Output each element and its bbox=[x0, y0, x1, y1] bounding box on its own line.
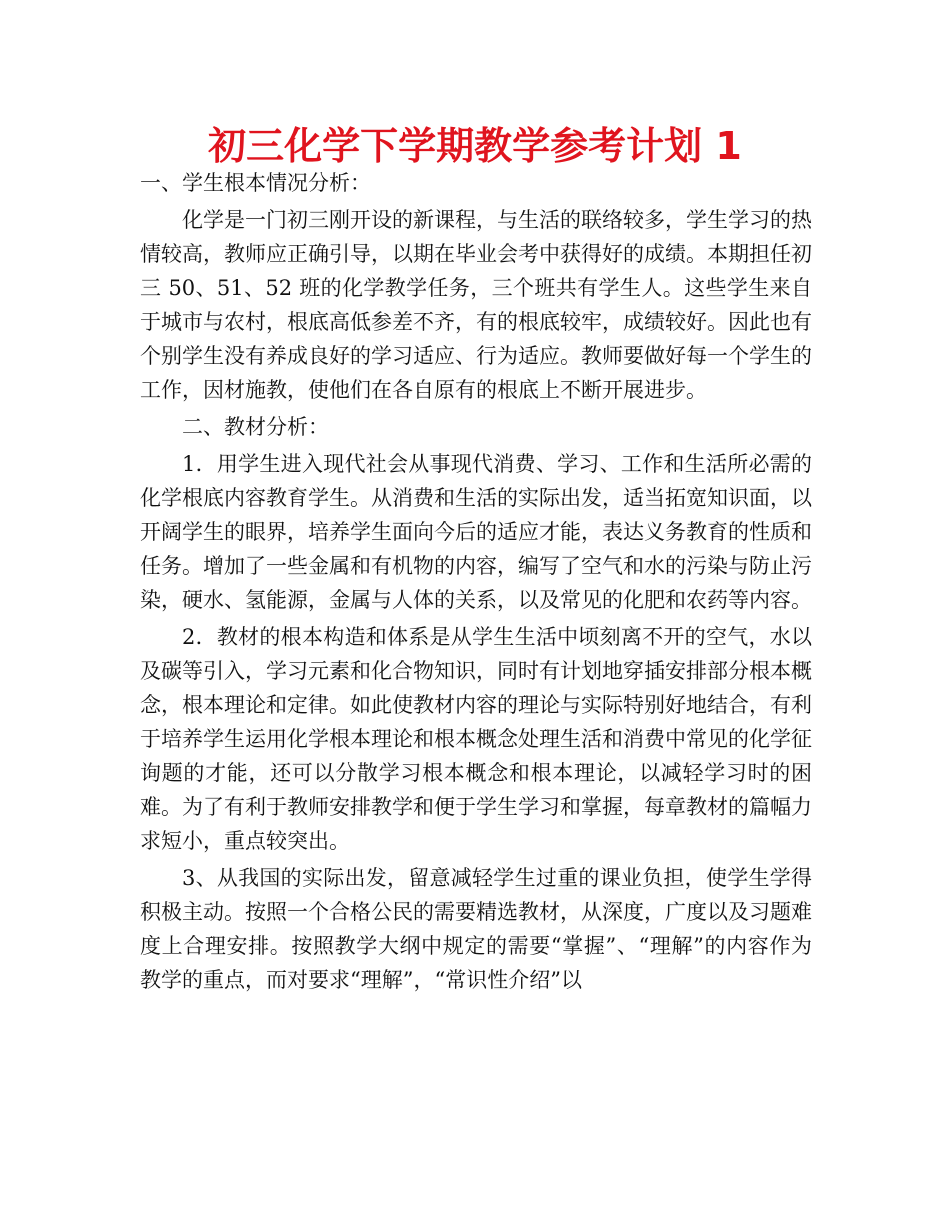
document-title: 初三化学下学期教学参考计划 1 bbox=[208, 124, 742, 168]
paragraph-textbook-point-3: 3、从我国的实际出发，留意减轻学生过重的课业负担，使学生学得积极主动。按照一个合格公民的需要精选教材，从深度，广度以及习题难度上合理安排。按照教学大纲中规定的需要“掌握”、“理解”的内容作为教学的重点，而对要求“理解”，“常识性介绍”以 bbox=[140, 866, 812, 992]
section-heading-textbook-analysis: 二、教材分析： bbox=[182, 415, 329, 439]
document-body bbox=[140, 166, 812, 997]
paragraph-student-analysis: 化学是一门初三刚开设的新课程，与生活的联络较多，学生学习的热情较高，教师应正确引导，以期在毕业会考中获得好的成绩。本期担任初三 50、51、52 班的化学教学任务，三个班共有学生人。这些学生来自于城市与农村，根底高低参差不齐，有的根底较牢，成绩较好。因此也有个别学生没有养成良好的学习适应、行为适应。教师要做好每一个学生的工作，因材施教，使他们在各自原有的根底上不断开展进步。 bbox=[140, 208, 812, 402]
paragraph-textbook-point-1: 1．用学生进入现代社会从事现代消费、学习、工作和生活所必需的化学根底内容教育学生。从消费和生活的实际出发，适当拓宽知识面，以开阔学生的眼界，培养学生面向今后的适应才能，表达义务教育的性质和任务。增加了一些金属和有机物的内容，编写了空气和水的污染与防止污染，硬水、氢能源，金属与人体的关系，以及常见的化肥和农药等内容。 bbox=[140, 452, 812, 612]
section-heading-student-analysis: 一、学生根本情况分析： bbox=[140, 171, 371, 195]
paragraph-textbook-point-2: 2．教材的根本构造和体系是从学生生活中顷刻离不开的空气，水以及碳等引入，学习元素和化合物知识，同时有计划地穿插安排部分根本概念，根本理论和定律。如此使教材内容的理论与实际特别好地结合，有利于培养学生运用化学根本理论和根本概念处理生活和消费中常见的化学征询题的才能，还可以分散学习根本概念和根本理论，以减轻学习时的困难。为了有利于教师安排教学和便于学生学习和掌握，每章教材的篇幅力求短小，重点较突出。 bbox=[140, 625, 812, 853]
